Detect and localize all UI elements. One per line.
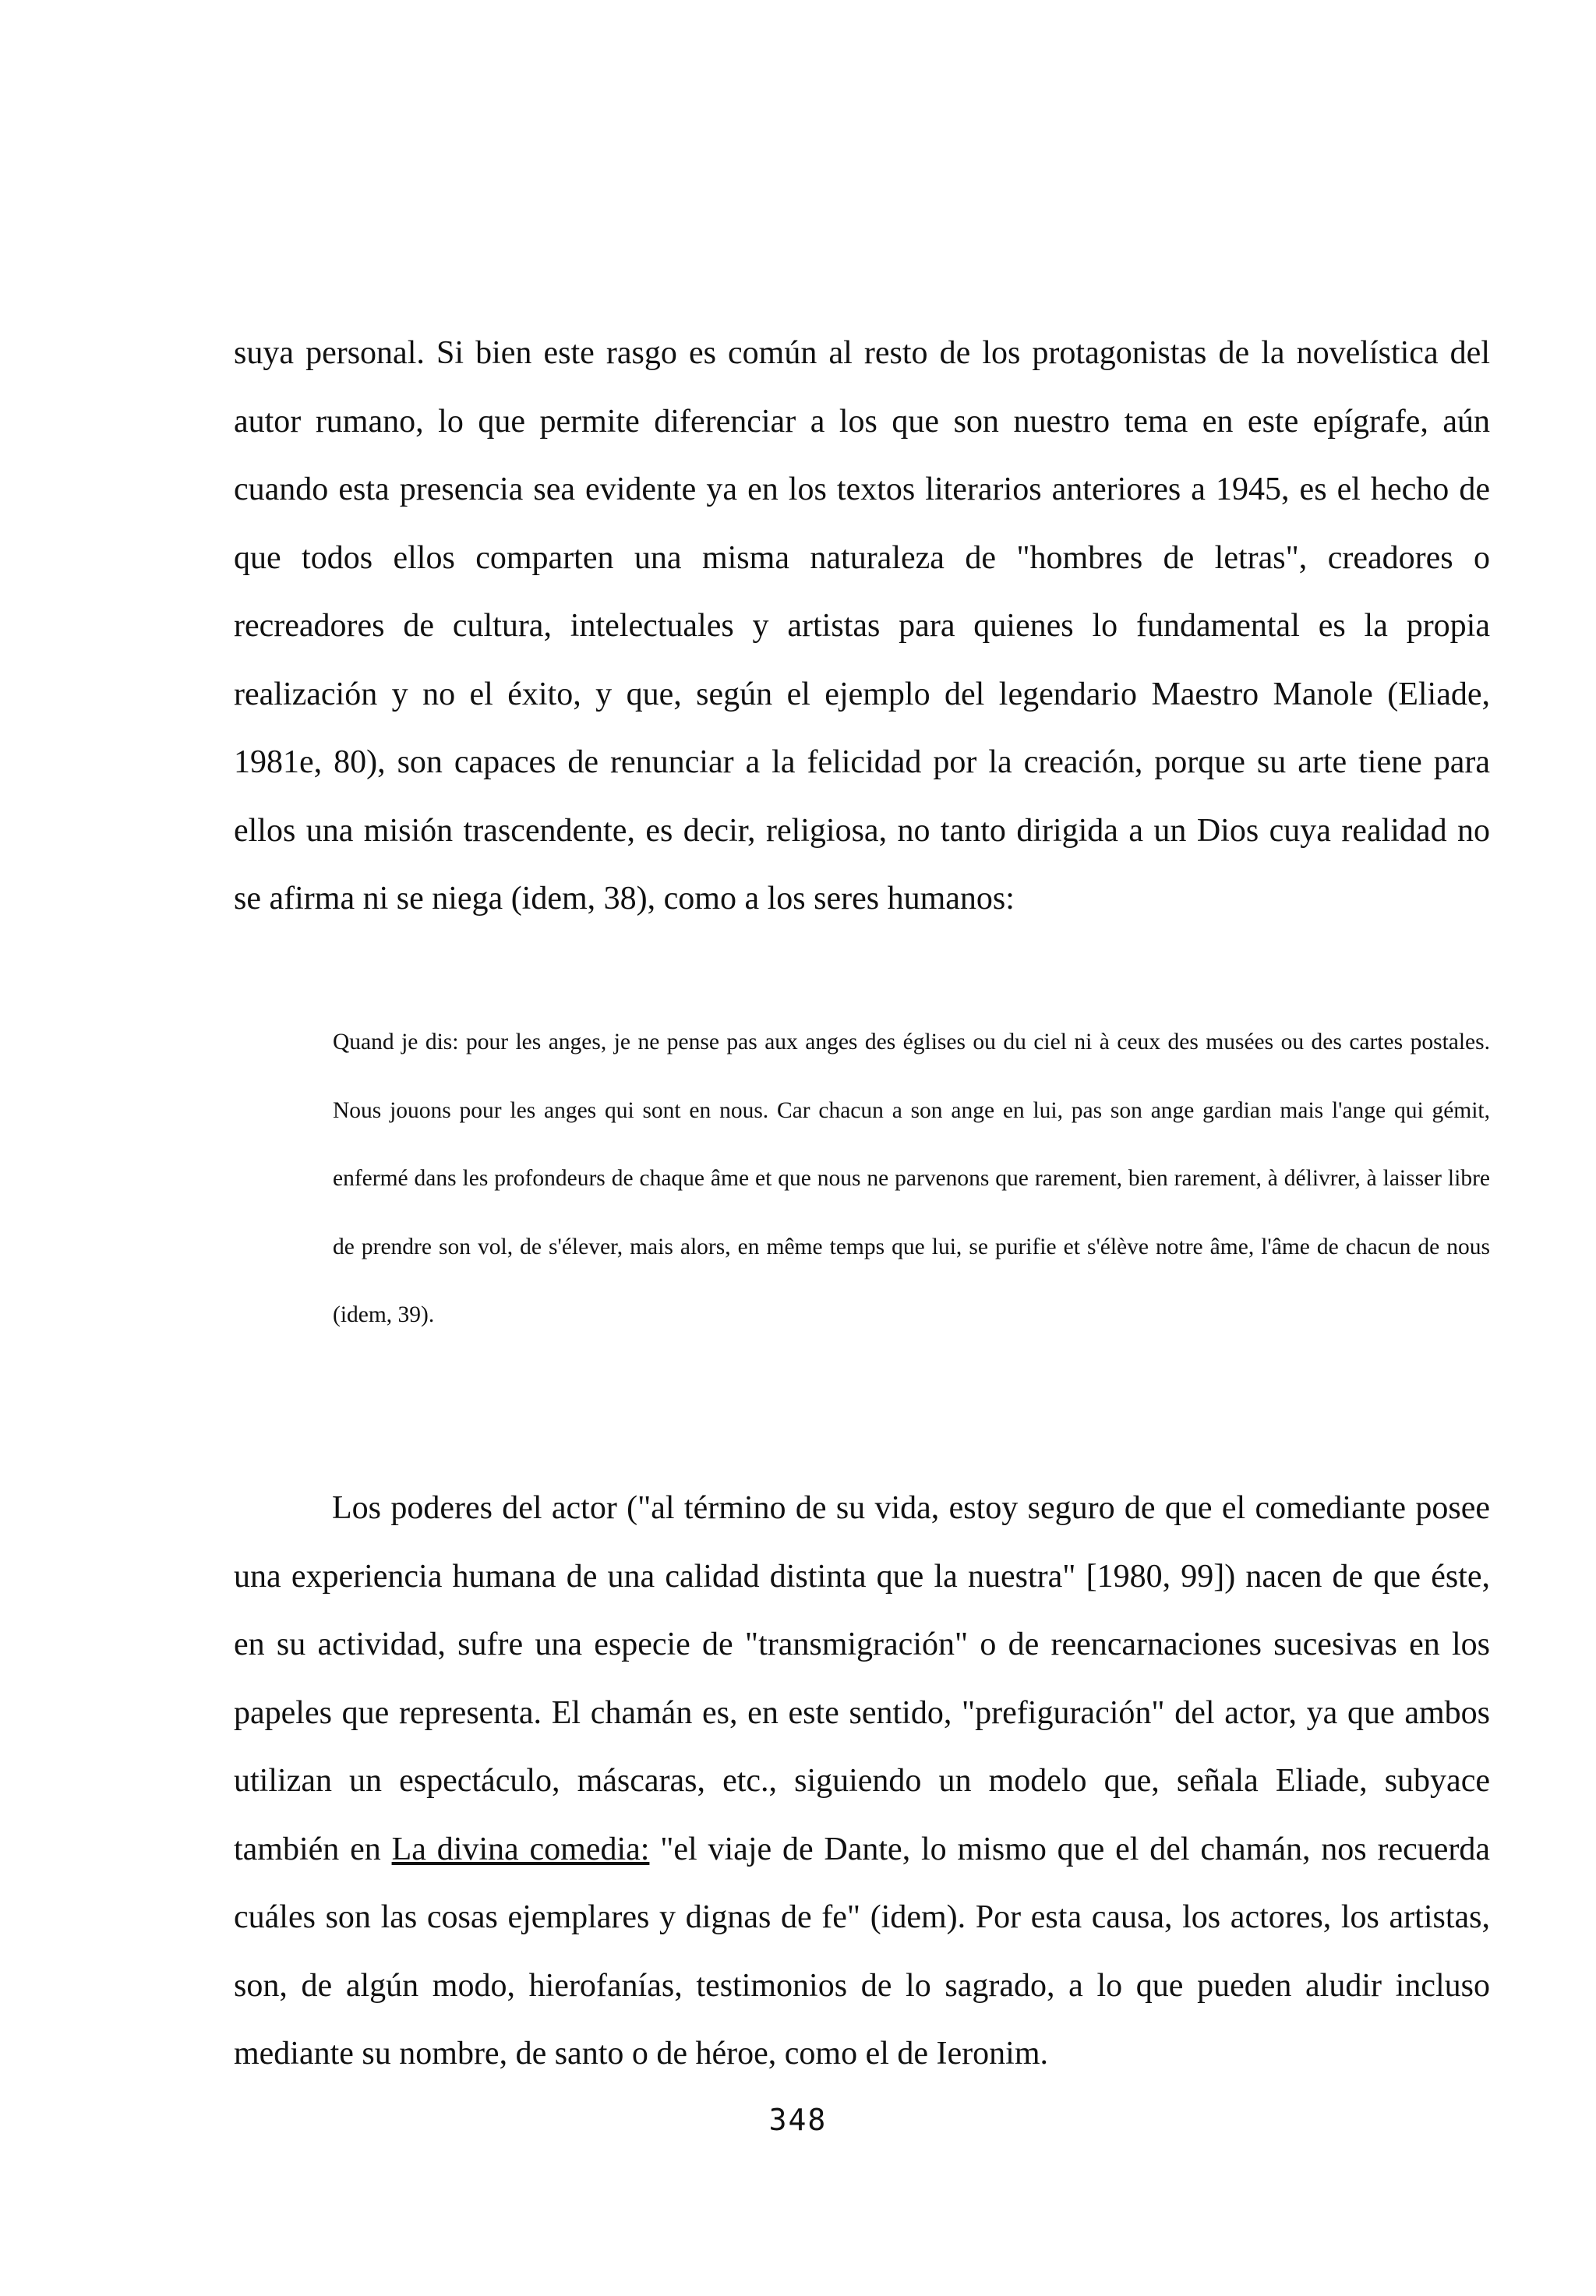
paragraph-2-text-start: Los poderes del actor ("al término de su vida, estoy seguro de que el comediante posee una experiencia humana de una calidad distinta que la nuestra" [1980, 99]) nacen de que éste, en su actividad, sufre una especie de "transmigración" o de reencarnaciones sucesivas en los papeles que representa. El chamán es, en este sentido, "prefiguración" del actor, ya que ambos utilizan un espectáculo, máscaras, etc., siguiendo un modelo que, señala Eliade, subyace también en (234, 1490, 1490, 1867)
cited-work-title: La divina comedia: (391, 1831, 650, 1867)
paragraph-2-text-end: "el viaje de Dante, lo mismo que el del chamán, nos recuerda cuáles son las cosas ejemplares y dignas de fe" (idem). Por esta causa, los actores, los artistas, son, de algún modo, hierofanías, testimonios de lo sagrado, a lo que pueden aludir incluso mediante su nombre, de santo o de héroe, como el de Ieronim. (234, 1831, 1490, 2072)
page-number: 348 (768, 2103, 828, 2137)
body-paragraph-1: suya personal. Si bien este rasgo es común al resto de los protagonistas de la novelística del autor rumano, lo que permite diferenciar a los que son nuestro tema en este epígrafe, aún cuando esta presencia sea evidente ya en los textos literarios anteriores a 1945, es el hecho de que todos ellos comparten una misma naturaleza de "hombres de letras", creadores o recreadores de cultura, intelectuales y artistas para quienes lo fundamental es la propia realización y no el éxito, y que, según el ejemplo del legendario Maestro Manole (Eliade, 1981e, 80), son capaces de renunciar a la felicidad por la creación, porque su arte tiene para ellos una misión trascendente, es decir, religiosa, no tanto dirigida a un Dios cuya realidad no se afirma ni se niega (idem, 38), como a los seres humanos: (234, 335, 1490, 917)
body-paragraph-2 (234, 1475, 1490, 2089)
block-quote: Quand je dis: pour les anges, je ne pense pas aux anges des églises ou du ciel ni à ceux des musées ou des cartes postales. Nous jouons pour les anges qui sont en nous. Car chacun a son ange en lui, pas son ange gardian mais l'ange qui gémit, enfermé dans les profondeurs de chaque âme et que nous ne parvenons que rarement, bien rarement, à délivrer, à laisser libre de prendre son vol, de s'élever, mais alors, en même temps que lui, se purifie et s'élève notre âme, l'âme de chacun de nous (idem, 39). (333, 1030, 1490, 1327)
